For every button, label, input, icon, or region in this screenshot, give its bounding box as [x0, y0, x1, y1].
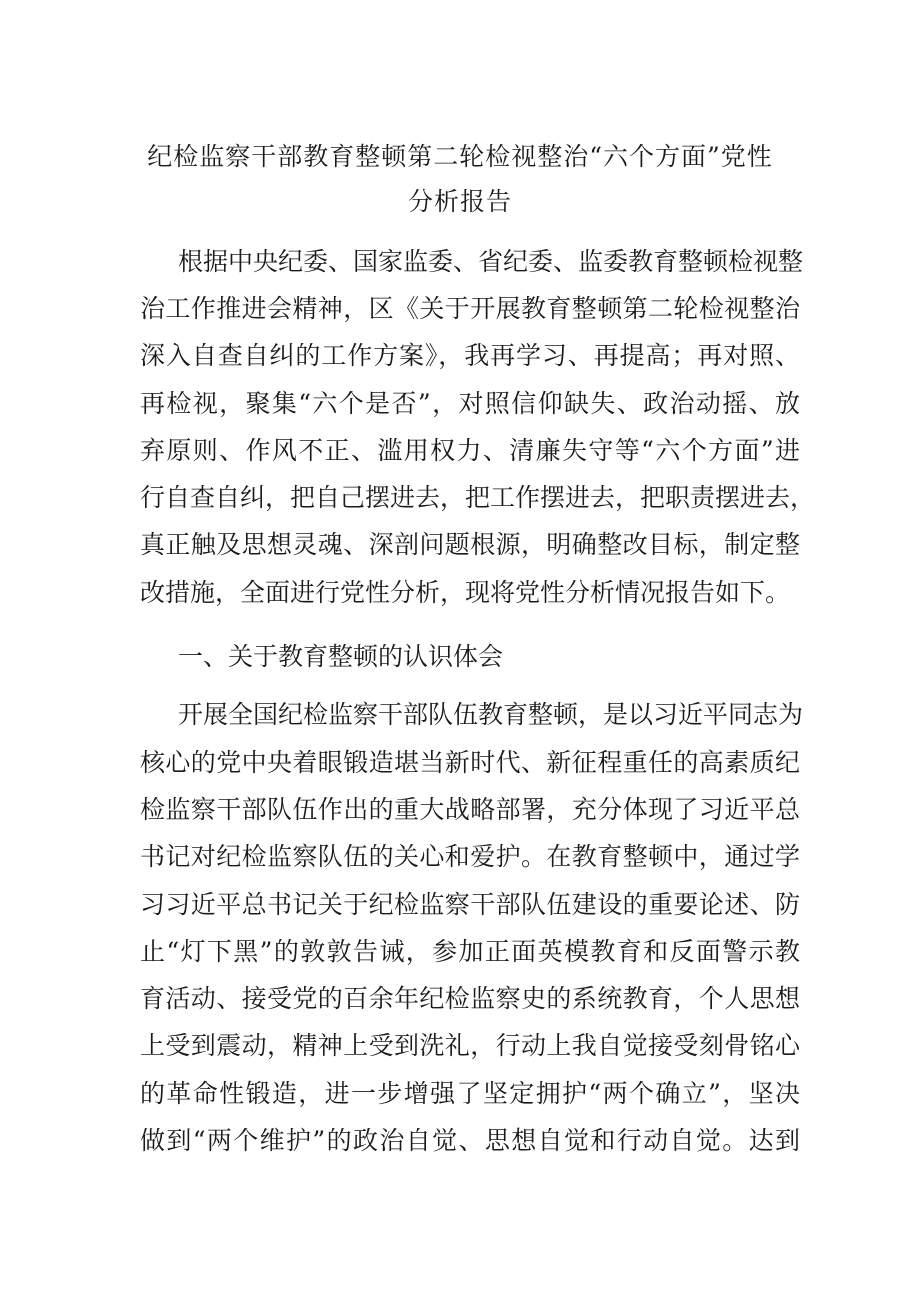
paragraph-line: 检监察干部队伍作出的重大战略部署，充分体现了习近平总	[140, 795, 800, 824]
paragraph-line: 再检视，聚集“六个是否”，对照信仰缺失、政治动摇、放	[140, 389, 800, 418]
paragraph-line: 习习近平总书记关于纪检监察干部队伍建设的重要论述、防	[140, 890, 800, 919]
paragraph-line: 的革命性锻造，进一步增强了坚定拥护“两个确立”，坚决	[140, 1079, 800, 1108]
paragraph-line: 真正触及思想灵魂、深剖问题根源，明确整改目标，制定整	[140, 530, 800, 559]
document-title-line-2: 分析报告	[407, 187, 512, 216]
paragraph-line: 改措施，全面进行党性分析，现将党性分析情况报告如下。	[140, 578, 791, 607]
paragraph-line: 育活动、接受党的百余年纪检监察史的系统教育，个人思想	[140, 984, 800, 1013]
paragraph-line: 核心的党中央着眼锻造堪当新时代、新征程重任的高素质纪	[140, 748, 800, 777]
paragraph-line: 书记对纪检监察队伍的关心和爱护。在教育整顿中，通过学	[140, 842, 800, 871]
paragraph-line: 根据中央纪委、国家监委、省纪委、监委教育整顿检视整	[178, 247, 804, 276]
section-heading-text: 一、关于教育整顿的认识体会	[178, 642, 504, 671]
document-title-line-1: 纪检监察干部教育整顿第二轮检视整治“六个方面”党性	[147, 142, 773, 171]
paragraph-line: 弃原则、作风不正、滥用权力、清廉失守等“六个方面”进	[140, 436, 800, 465]
paragraph-line: 做到“两个维护”的政治自觉、思想自觉和行动自觉。达到	[140, 1126, 800, 1155]
paragraph-line: 上受到震动，精神上受到洗礼，行动上我自觉接受刻骨铭心	[140, 1031, 800, 1060]
paragraph-line: 止“灯下黑”的敦敦告诫，参加正面英模教育和反面警示教	[140, 937, 800, 966]
paragraph-line: 治工作推进会精神，区《关于开展教育整顿第二轮检视整治	[140, 294, 800, 323]
paragraph-line: 行自查自纠，把自己摆进去，把工作摆进去，把职责摆进去，	[140, 483, 816, 512]
paragraph-line: 深入自查自纠的工作方案》，我再学习、再提高；再对照、	[140, 341, 800, 370]
paragraph-line: 开展全国纪检监察干部队伍教育整顿，是以习近平同志为	[178, 700, 804, 729]
